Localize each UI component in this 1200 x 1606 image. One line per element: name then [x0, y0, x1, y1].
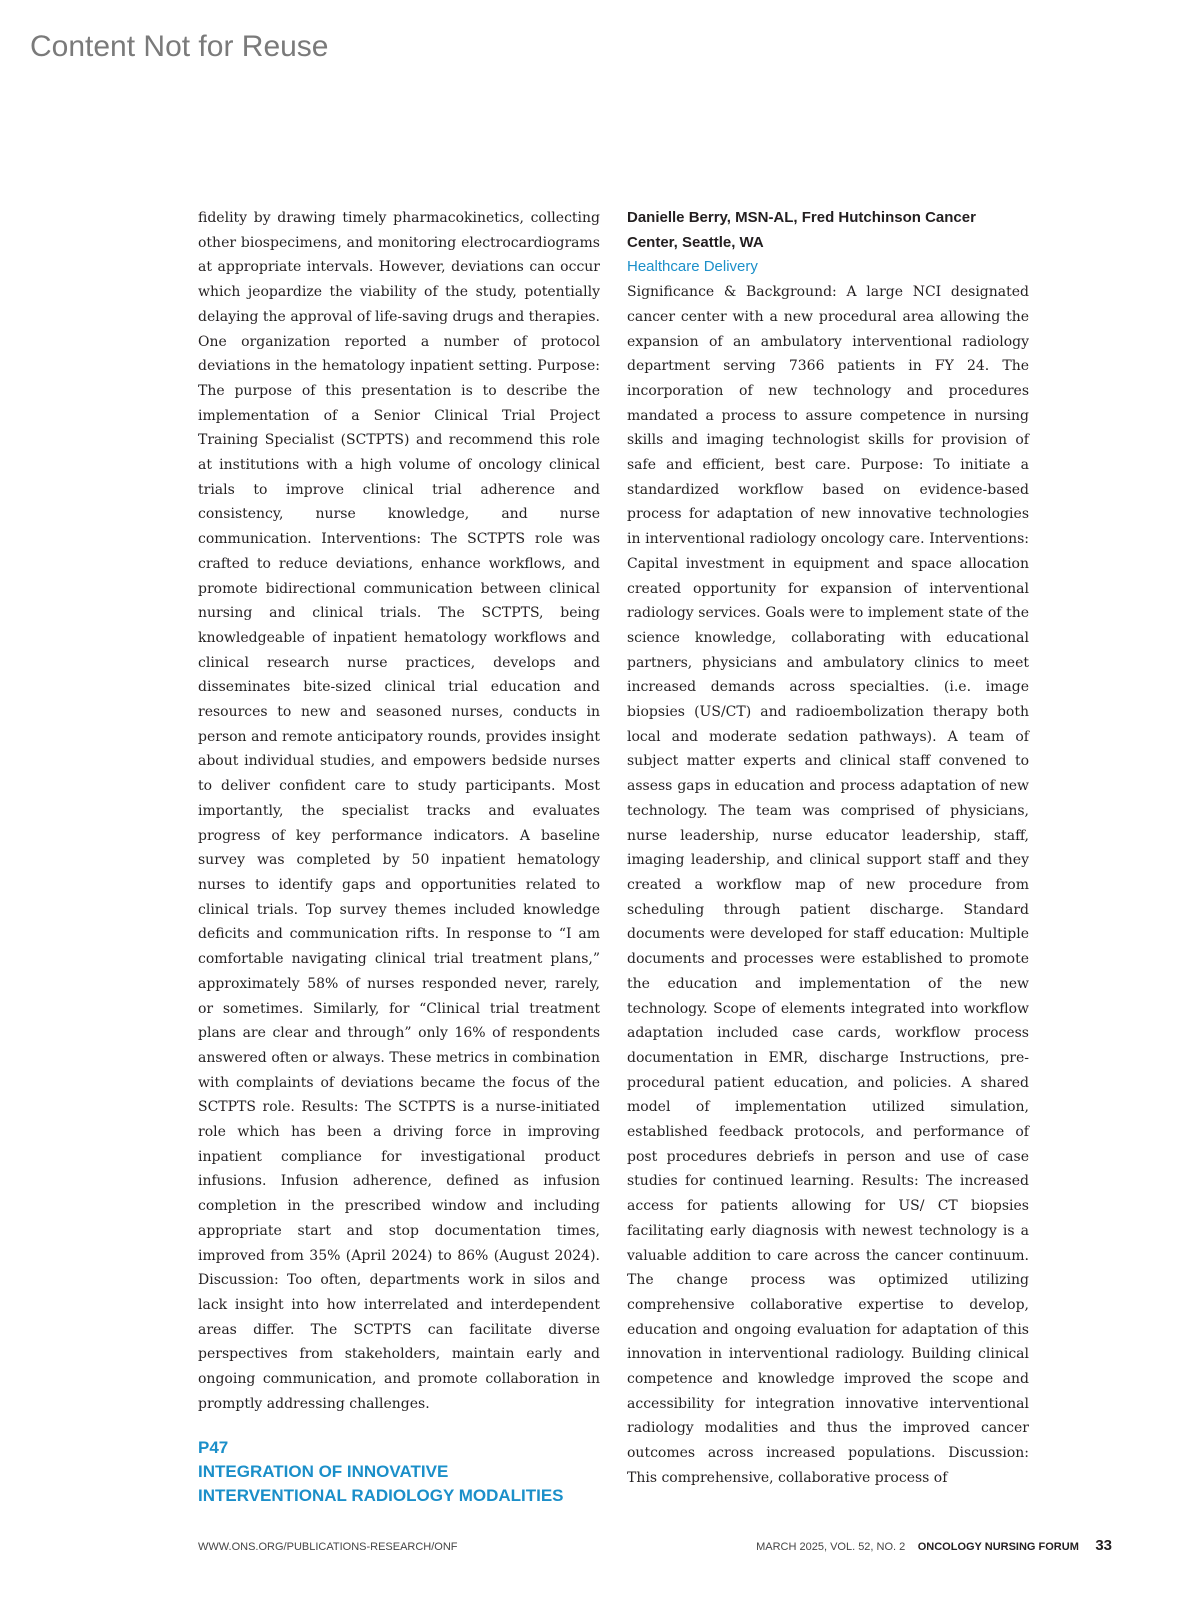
- abstract-body: Significance & Background: A large NCI designated cancer center with a new procedural area allowing the expansion of an ambulatory interventional radiology department serving 7366 patients in FY 24. The incorporation of new technology and procedures mandated a process to assure competence in nursing skills and imaging technologist skills for provision of safe and efficient, best care. Purpose: To initiate a standardized workflow based on evidence-based process for adaptation of new innovative technologies in interventional radiology oncology care. Interventions: Capital investment in equipment and space allocation created opportunity for expansion of interventional radiology services. Goals were to implement state of the science knowledge, collaborating with educational partners, physicians and ambulatory clinics to meet increased demands across specialties. (i.e. image biopsies (US/CT) and radioembolization therapy both local and moderate sedation pathways). A team of subject matter experts and clinical staff convened to assess gaps in education and process adaptation of new technology. The team was comprised of physicians, nurse leadership, nurse educator leadership, staff, imaging leadership, and clinical support staff and they created a workflow map of new procedure from scheduling through patient discharge. Standard documents were developed for staff education: Multiple documents and processes were established to promote the education and implementation of the new technology. Scope of elements integrated into workflow adaptation included case cards, workflow process documentation in EMR, discharge Instructions, pre-procedural patient education, and policies. A shared model of implementation utilized simulation, established feedback protocols, and performance of post procedures debriefs in person and use of case studies for continued learning. Results: The increased access for patients allowing for US/ CT biopsies facilitating early diagnosis with newest technology is a valuable addition to care across the cancer continuum. The change process was optimized utilizing comprehensive collaborative expertise to develop, education and ongoing evaluation for adaptation of this innovation in interventional radiology. Building clinical competence and knowledge improved the scope and accessibility for integration innovative interventional radiology modalities and thus the improved cancer outcomes across increased populations. Discussion: This comprehensive, collaborative process of: [627, 284, 1029, 1486]
- right-column: [627, 206, 1029, 1491]
- page-number: 33: [1095, 1537, 1112, 1554]
- category-label: Healthcare Delivery: [627, 258, 758, 276]
- watermark: Content Not for Reuse: [30, 30, 329, 63]
- abstract-body: fidelity by drawing timely pharmacokinetics, collecting other biospecimens, and monitoring electrocardiograms at appropriate intervals. However, deviations can occur which jeopardize the viability of the study, potentially delaying the approval of life-saving drugs and therapies. One organization reported a number of protocol deviations in the hematology inpatient setting. Purpose: The purpose of this presentation is to describe the implementation of a Senior Clinical Trial Project Training Specialist (SCTPTS) and recommend this role at institutions with a high volume of oncology clinical trials to improve clinical trial adherence and consistency, nurse knowledge, and nurse communication. Interventions: The SCTPTS role was crafted to reduce deviations, enhance workflows, and promote bidirectional communication between clinical nursing and clinical trials. The SCTPTS, being knowledgeable of inpatient hematology workflows and clinical research nurse practices, develops and disseminates bite-sized clinical trial education and resources to new and seasoned nurses, conducts in person and remote anticipatory rounds, provides insight about individual studies, and empowers bedside nurses to deliver confident care to study participants. Most importantly, the specialist tracks and evaluates progress of key performance indicators. A baseline survey was completed by 50 inpatient hematology nurses to identify gaps and opportunities related to clinical trials. Top survey themes included knowledge deficits and communication rifts. In response to “I am comfortable navigating clinical trial treatment plans,” approximately 58% of nurses responded never, rarely, or sometimes. Similarly, for “Clinical trial treatment plans are clear and through” only 16% of respondents answered often or always. These metrics in combination with complaints of deviations became the focus of the SCTPTS role. Results: The SCTPTS is a nurse-initiated role which has been a driving force in improving inpatient compliance for investigational product infusions. Infusion adherence, defined as infusion completion in the prescribed window and including appropriate start and stop documentation times, improved from 35% (April 2024) to 86% (August 2024). Discussion: Too often, departments work in silos and lack insight into how interrelated and interdependent areas differ. The SCTPTS can facilitate diverse perspectives from stakeholders, maintain early and ongoing communication, and promote collaboration in promptly addressing challenges.: [198, 210, 600, 1412]
- footer-url: WWW.ONS.ORG/PUBLICATIONS-RESEARCH/ONF: [198, 1541, 458, 1553]
- author-line: Danielle Berry, MSN-AL, Fred Hutchinson Cancer Center, Seattle, WA: [627, 209, 976, 251]
- footer-issue: MARCH 2025, VOL. 52, NO. 2: [756, 1541, 906, 1553]
- footer-journal: ONCOLOGY NURSING FORUM: [917, 1541, 1079, 1553]
- abstract-title: INTEGRATION OF INNOVATIVE INTERVENTIONAL RADIOLOGY MODALITIES: [198, 1462, 564, 1506]
- footer-info: [756, 1537, 1112, 1555]
- abstract-id: P47: [198, 1438, 229, 1458]
- left-column: [198, 206, 600, 1508]
